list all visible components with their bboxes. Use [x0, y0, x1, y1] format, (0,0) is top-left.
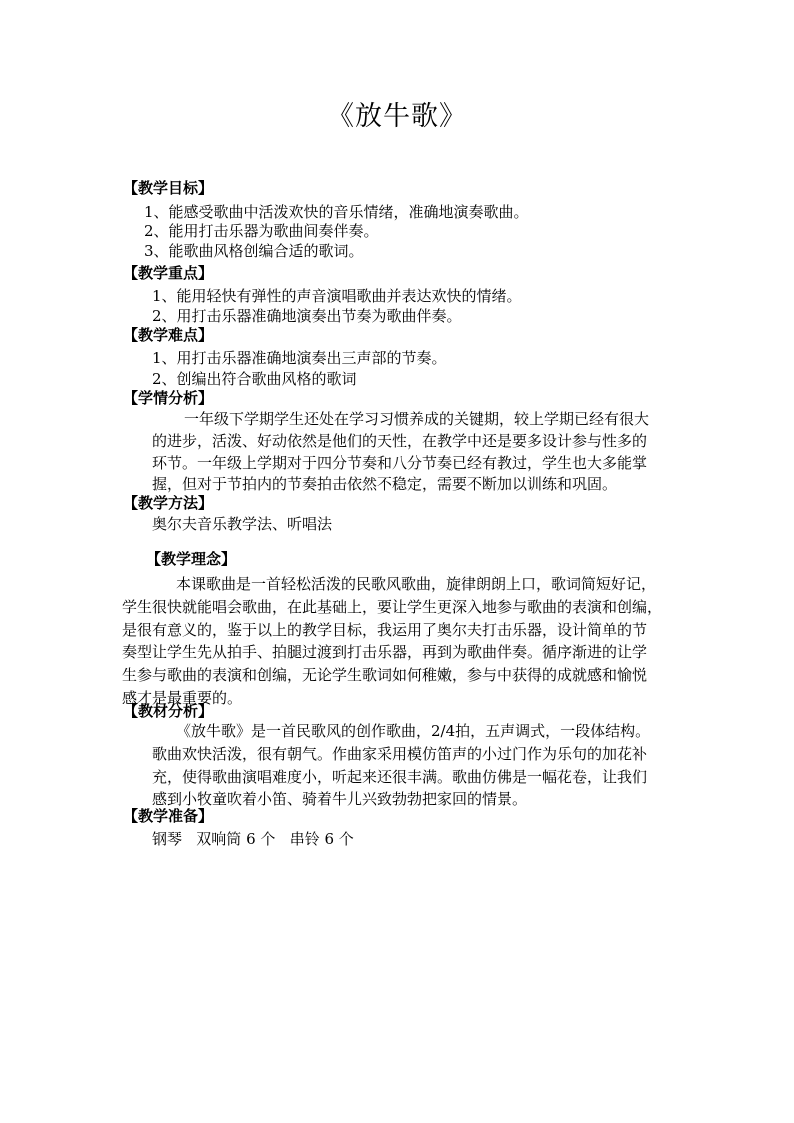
- material-analysis-line-3: 充，使得歌曲演唱难度小，听起来还很丰满。歌曲仿佛是一幅花卷，让我们: [152, 768, 648, 786]
- difficulties-heading: 【教学难点】: [123, 326, 214, 344]
- preparation-heading: 【教学准备】: [123, 807, 214, 825]
- material-analysis-heading: 【教材分析】: [123, 702, 214, 720]
- key-points-item-2: 2、用打击乐器准确地演奏出节奏为歌曲伴奏。: [152, 307, 462, 325]
- philosophy-line-1: 本课歌曲是一首轻松活泼的民歌风歌曲，旋律朗朗上口，歌词简短好记，: [176, 575, 657, 593]
- key-points-heading: 【教学重点】: [123, 264, 214, 282]
- student-analysis-line-4: 握，但对于节拍内的节奏拍击依然不稳定，需要不断加以训练和巩固。: [152, 475, 618, 493]
- philosophy-line-2: 学生很快就能唱会歌曲，在此基础上，要让学生更深入地参与歌曲的表演和创编，: [122, 598, 663, 616]
- material-analysis-line-2: 歌曲欢快活泼，很有朝气。作曲家采用模仿笛声的小过门作为乐句的加花补: [152, 745, 648, 763]
- preparation-text: 钢琴 双响筒 6 个 串铃 6 个: [152, 830, 354, 848]
- document-title: 《放牛歌》: [327, 101, 467, 132]
- philosophy-line-6: 感才是最重要的。: [122, 689, 243, 707]
- methods-heading: 【教学方法】: [123, 494, 214, 512]
- material-analysis-line-1: 《放牛歌》是一首民歌风的创作歌曲，2/4拍，五声调式，一段体结构。: [176, 722, 651, 740]
- student-analysis-line-3: 环节。一年级上学期对于四分节奏和八分节奏已经有教过，学生也大多能掌: [152, 454, 648, 472]
- student-analysis-line-1: 一年级下学期学生还处在学习习惯养成的关键期，较上学期已经有很大: [184, 410, 650, 428]
- student-analysis-line-2: 的进步，活泼、好动依然是他们的天性，在教学中还是要多设计参与性多的: [152, 432, 648, 450]
- student-analysis-heading: 【学情分析】: [123, 389, 214, 407]
- philosophy-heading: 【教学理念】: [146, 550, 237, 568]
- methods-text: 奥尔夫音乐教学法、听唱法: [152, 515, 333, 533]
- difficulties-item-1: 1、用打击乐器准确地演奏出三声部的节奏。: [152, 349, 447, 367]
- difficulties-item-2: 2、创编出符合歌曲风格的歌词: [152, 370, 357, 388]
- goals-item-3: 3、能歌曲风格创编合适的歌词。: [144, 242, 364, 260]
- philosophy-line-3: 是很有意义的，鉴于以上的教学目标，我运用了奥尔夫打击乐器，设计简单的节: [122, 621, 648, 639]
- philosophy-line-5: 生参与歌曲的表演和创编，无论学生歌词如何稚嫩，参与中获得的成就感和愉悦: [122, 666, 648, 684]
- goals-item-1: 1、能感受歌曲中活泼欢快的音乐情绪，准确地演奏歌曲。: [144, 203, 529, 221]
- goals-item-2: 2、能用打击乐器为歌曲间奏伴奏。: [144, 222, 379, 240]
- key-points-item-1: 1、能用轻快有弹性的声音演唱歌曲并表达欢快的情绪。: [152, 287, 522, 305]
- philosophy-line-4: 奏型让学生先从拍手、拍腿过渡到打击乐器，再到为歌曲伴奏。循序渐进的让学: [122, 643, 648, 661]
- goals-heading: 【教学目标】: [123, 179, 214, 197]
- material-analysis-line-4: 感到小牧童吹着小笛、骑着牛儿兴致勃勃把家回的情景。: [152, 790, 528, 808]
